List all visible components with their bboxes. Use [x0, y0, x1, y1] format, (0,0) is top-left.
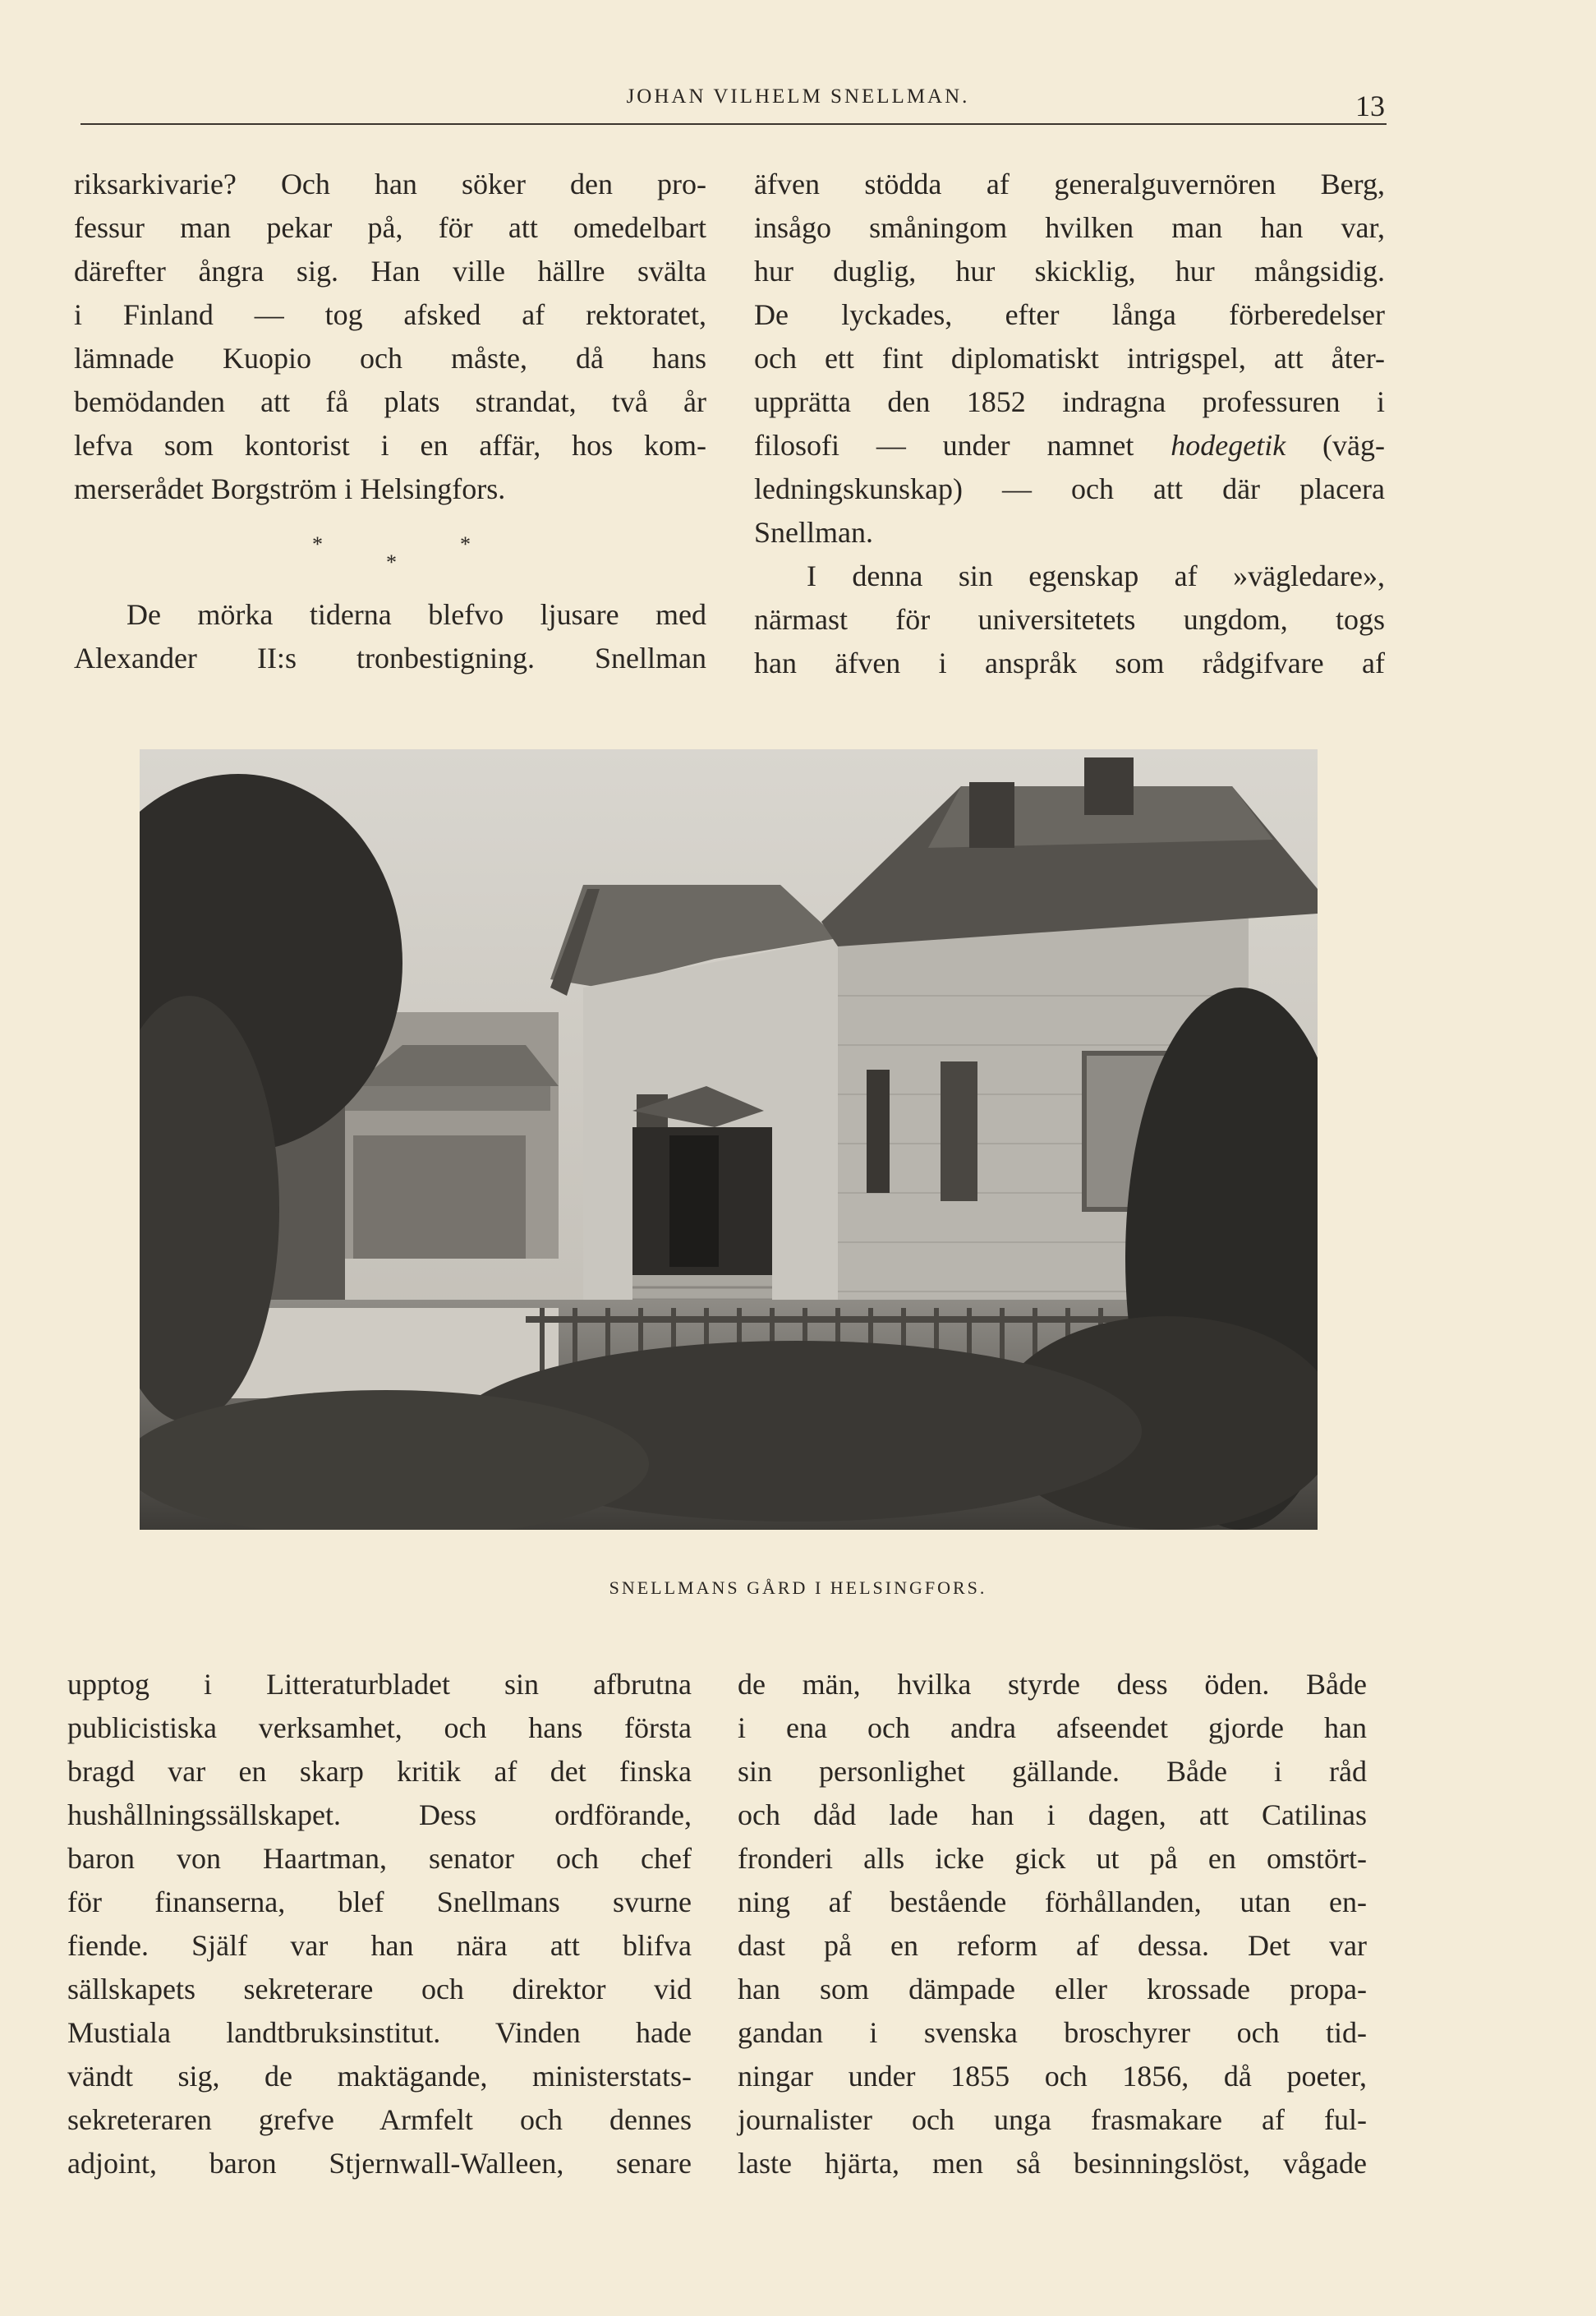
- running-head: JOHAN VILHELM SNELLMAN.: [626, 85, 970, 108]
- text-line: han äfven i anspråk som rådgifvare af: [754, 647, 1385, 679]
- text-line: lefva som kontorist i en affär, hos kom-: [74, 429, 706, 462]
- text-line: Snellman.: [754, 516, 873, 549]
- top-right-column: [754, 163, 1385, 685]
- text-line: vändt sig, de maktägande, ministerstats-: [67, 2060, 692, 2093]
- text-line: adjoint, baron Stjernwall-Walleen, senare: [67, 2147, 692, 2180]
- text-line: fessur man pekar på, för att omedelbart: [74, 211, 706, 244]
- asterisk: *: [460, 532, 471, 556]
- text-line: ning af bestående förhållanden, utan en-: [738, 1885, 1367, 1918]
- paragraph: [74, 163, 706, 511]
- figure-caption: SNELLMANS GÅRD I HELSINGFORS.: [609, 1577, 987, 1598]
- text-line: och dåd lade han i dagen, att Catilinas: [738, 1798, 1367, 1831]
- text-line: fronderi alls icke gick ut på en omstört-: [738, 1842, 1367, 1875]
- paragraph: [74, 593, 706, 637]
- text-line: gandan i svenska broschyrer och tid-: [738, 2016, 1367, 2049]
- text-line: [754, 424, 1385, 467]
- paragraph: [754, 598, 1385, 685]
- house-photograph: [140, 749, 1318, 1530]
- text-line: dast på en reform af dessa. Det var: [738, 1929, 1367, 1962]
- text-line: närmast för universitetets ungdom, togs: [754, 603, 1385, 636]
- text-line: därefter ångra sig. Han ville hällre svälta: [74, 255, 706, 288]
- text-line: De lyckades, efter långa förberedelser: [754, 298, 1385, 331]
- text-line: publicistiska verksamhet, och hans första: [67, 1711, 692, 1744]
- text-line: journalister och unga frasmakare af ful-: [738, 2103, 1367, 2136]
- text-line: insågo småningom hvilken man han var,: [754, 211, 1385, 244]
- text-line: bragd var en skarp kritik af det finska: [67, 1755, 692, 1788]
- paragraph: [738, 1663, 1367, 2185]
- house-photograph-illustration: [140, 749, 1318, 1530]
- paragraph: [754, 163, 1385, 555]
- text-line: lämnade Kuopio och måste, då hans: [74, 342, 706, 375]
- text-run: filosofi — under namnet: [754, 429, 1171, 462]
- top-left-column: [74, 163, 706, 680]
- asterisk: *: [312, 532, 323, 556]
- italic-term: hodegetik: [1171, 429, 1286, 462]
- paragraph: [67, 1663, 692, 2185]
- text-line: Mustiala landtbruksinstitut. Vinden hade: [67, 2016, 692, 2049]
- text-line: han som dämpade eller krossade propa-: [738, 1973, 1367, 2005]
- text-line: hur duglig, hur skicklig, hur mångsidig.: [754, 255, 1385, 288]
- text-line: sin personlighet gällande. Både i råd: [738, 1755, 1367, 1788]
- text-line: upptog i Litteraturbladet sin afbrutna: [67, 1668, 692, 1701]
- text-line: upprätta den 1852 indragna professuren i: [754, 385, 1385, 418]
- text-line: äfven stödda af generalguvernören Berg,: [754, 168, 1385, 200]
- text-line: riksarkivarie? Och han söker den pro-: [74, 168, 706, 200]
- text-line: ledningskunskap) — och att där placera: [754, 472, 1385, 505]
- text-line: ningar under 1855 och 1856, då poeter,: [738, 2060, 1367, 2093]
- text-run: (väg-: [1286, 429, 1385, 462]
- text-line: Alexander II:s tronbestigning. Snellman: [74, 642, 706, 675]
- text-line: De mörka tiderna blefvo ljusare med: [126, 598, 706, 631]
- text-line: i ena och andra afseendet gjorde han: [738, 1711, 1367, 1744]
- paragraph: [754, 555, 1385, 598]
- text-line: laste hjärta, men så besinningslöst, vågade: [738, 2147, 1367, 2180]
- text-line: sekreteraren grefve Armfelt och dennes: [67, 2103, 692, 2136]
- bottom-right-column: [738, 1663, 1367, 2185]
- text-line: i Finland — tog afsked af rektoratet,: [74, 298, 706, 331]
- text-line: de män, hvilka styrde dess öden. Både: [738, 1668, 1367, 1701]
- header-rule: [80, 123, 1387, 125]
- text-line: hushållningssällskapet. Dess ordförande,: [67, 1798, 692, 1831]
- text-line: I denna sin egenskap af »vägledare»,: [807, 559, 1385, 592]
- paragraph: [74, 637, 706, 680]
- bottom-left-column: [67, 1663, 692, 2185]
- text-line: och ett fint diplomatiskt intrigspel, att åter-: [754, 342, 1385, 375]
- text-line: baron von Haartman, senator och chef: [67, 1842, 692, 1875]
- text-line: merserådet Borgström i Helsingfors.: [74, 472, 506, 505]
- text-line: fiende. Själf var han nära att blifva: [67, 1929, 692, 1962]
- section-asterism: [312, 532, 493, 582]
- asterisk: *: [386, 550, 397, 574]
- text-line: bemödanden att få plats strandat, två år: [74, 385, 706, 418]
- text-line: för finanserna, blef Snellmans svurne: [67, 1885, 692, 1918]
- text-line: sällskapets sekreterare och direktor vid: [67, 1973, 692, 2005]
- page-number: 13: [1355, 90, 1385, 122]
